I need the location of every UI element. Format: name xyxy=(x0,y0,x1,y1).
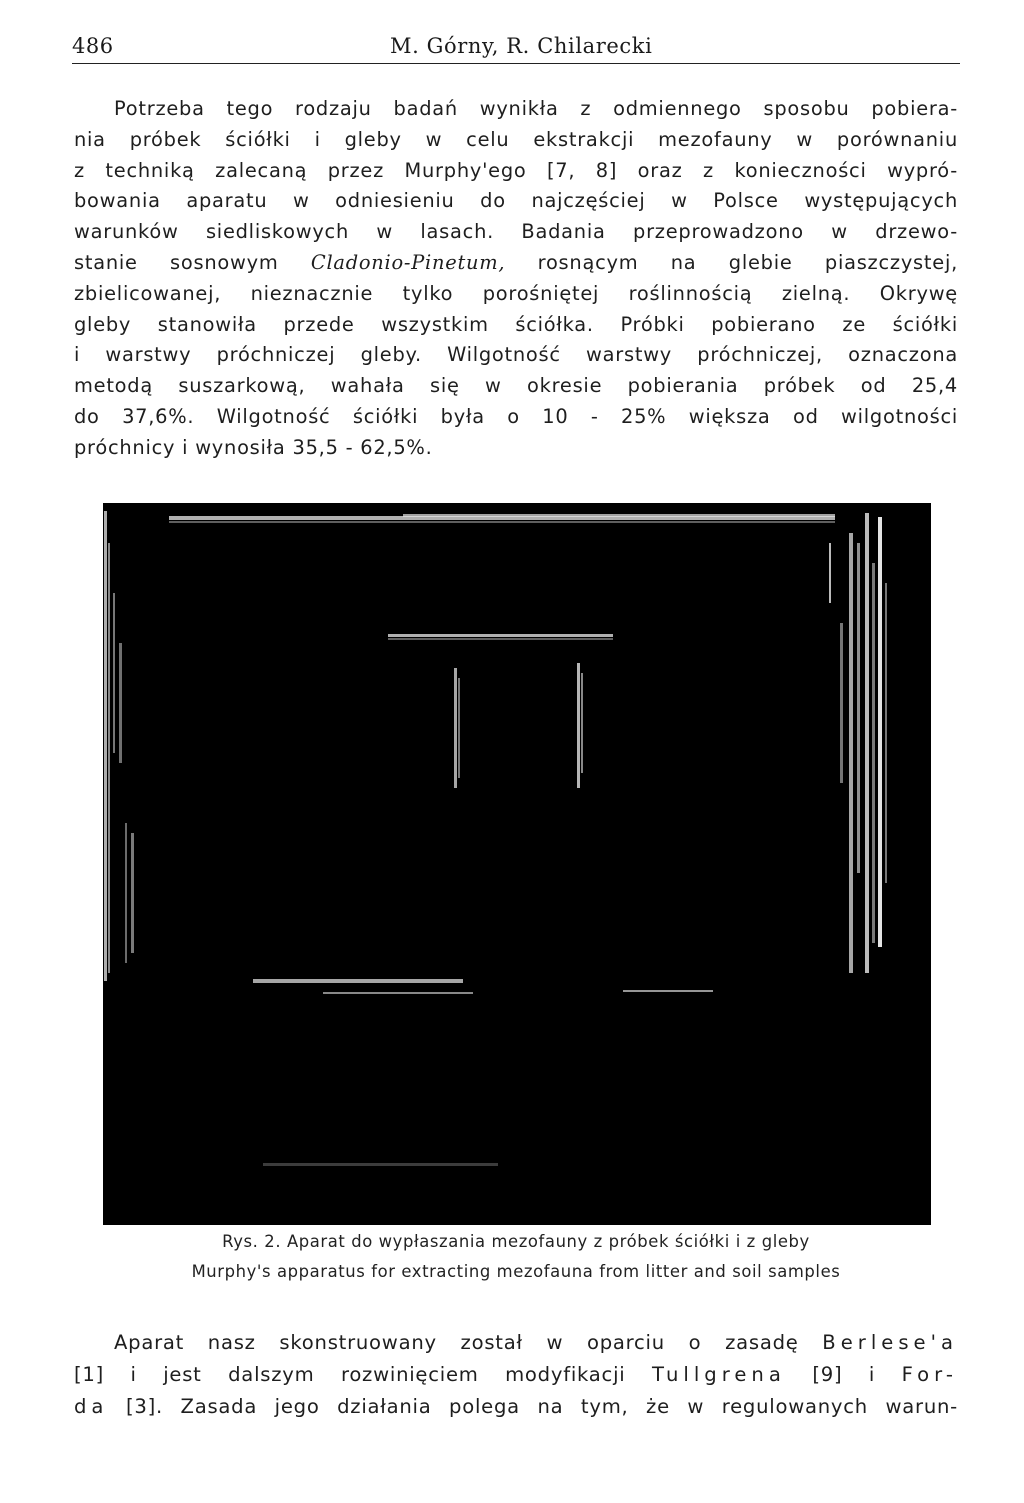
text-segment: [9] i xyxy=(785,1363,902,1386)
running-head: M. Górny, R. Chilarecki xyxy=(390,34,653,58)
text-line: metodą suszarkową, wahała się w okresie pobierania próbek od 25,4 xyxy=(74,374,958,398)
figure-caption-en: Murphy's apparatus for extracting mezofauna from litter and soil samples xyxy=(191,1262,841,1281)
author-name: Berlese'a xyxy=(822,1331,958,1354)
text-line: i warstwy próchniczej gleby. Wilgotność warstwy próchniczej, oznaczona xyxy=(74,343,958,367)
text-line: do 37,6%. Wilgotność ściółki była o 10 - 25% większa od wilgotności xyxy=(74,404,958,428)
text-line: z techniką zalecaną przez Murphy'ego [7, 8] oraz z konieczności wypró- xyxy=(74,158,958,182)
page-number: 486 xyxy=(72,34,114,58)
text-segment: Aparat nasz skonstruowany został w oparciu o zasadę xyxy=(114,1331,823,1354)
text-segment: rosnącym na glebie piaszczystej, xyxy=(505,250,958,274)
author-name: da xyxy=(74,1395,109,1418)
text-line xyxy=(74,1359,958,1391)
text-line xyxy=(74,1391,958,1423)
page-header xyxy=(72,30,960,66)
text-line: gleby stanowiła przede wszystkim ściółka. Próbki pobierano ze ściółki xyxy=(74,312,958,336)
text-segment: stanie sosnowym xyxy=(74,250,311,274)
text-line: warunków siedliskowych w lasach. Badania przeprowadzono w drzewo- xyxy=(74,220,958,244)
text-line xyxy=(74,1327,958,1359)
header-rule xyxy=(72,63,960,64)
author-name: For- xyxy=(901,1363,958,1386)
text-segment: [3]. Zasada jego działania polega na tym, że w regulowanych warun- xyxy=(108,1395,958,1418)
text-line: Potrzeba tego rodzaju badań wynikła z odmiennego sposobu pobiera- xyxy=(114,97,958,120)
species-name: Cladonio-Pinetum, xyxy=(310,250,506,274)
text-line: bowania aparatu w odniesieniu do najczęściej w Polsce występujących xyxy=(74,189,958,213)
paragraph-1 xyxy=(74,94,958,464)
apparatus-photo xyxy=(103,503,931,1225)
text-line: próchnicy i wynosiła 35,5 - 62,5%. xyxy=(74,435,433,459)
text-line: zbielicowanej, nieznacznie tylko porośniętej roślinnością zielną. Okrywę xyxy=(74,281,958,305)
paragraph-2 xyxy=(74,1327,958,1423)
text-line: nia próbek ściółki i gleby w celu ekstrakcji mezofauny w porównaniu xyxy=(74,127,958,151)
figure-caption-pl: Rys. 2. Aparat do wypłaszania mezofauny z próbek ściółki i z gleby xyxy=(222,1232,810,1251)
apparatus-photo-drawing xyxy=(103,503,931,1225)
text-line xyxy=(74,248,958,279)
text-segment: [1] i jest dalszym rozwinięciem modyfikacji xyxy=(74,1363,652,1386)
author-name: Tullgrena xyxy=(651,1363,786,1386)
